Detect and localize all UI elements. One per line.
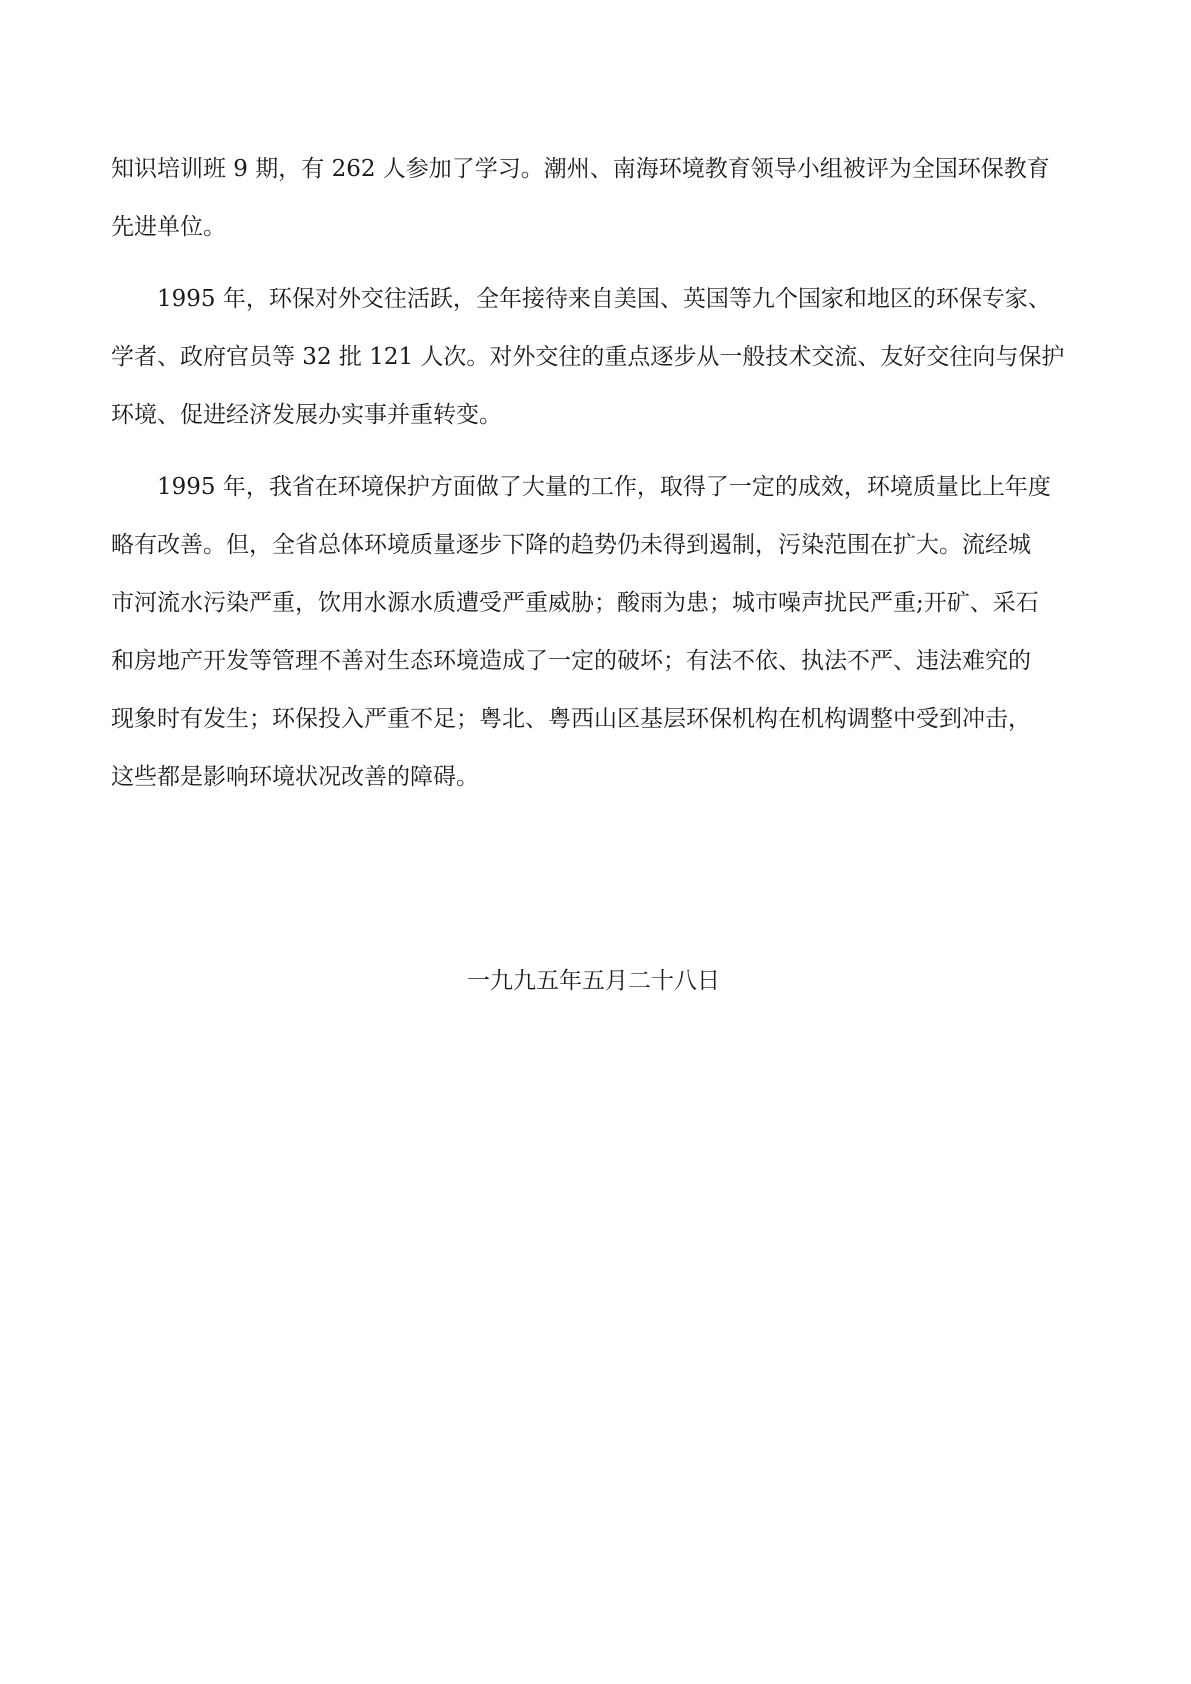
paragraph-gap: [111, 456, 1083, 470]
paragraph-line: 先进单位。: [111, 214, 226, 240]
document-body: [111, 152, 1083, 818]
paragraph-line: 环境、促进经济发展办实事并重转变。: [111, 402, 502, 428]
paragraph-line: 学者、政府官员等 32 批 121 人次。对外交往的重点逐步从一般技术交流、友好交往向与保护: [111, 344, 1065, 370]
paragraph-line: 市河流水污染严重，饮用水源水质遭受严重威胁；酸雨为患；城市噪声扰民严重;开矿、采石: [111, 590, 1039, 616]
document-date-block: [0, 962, 1191, 995]
paragraph-line: 略有改善。但，全省总体环境质量逐步下降的趋势仍未得到遏制，污染范围在扩大。流经城: [111, 532, 1031, 558]
document-date: 一九九五年五月二十八日: [467, 968, 720, 994]
paragraph-line: 和房地产开发等管理不善对生态环境造成了一定的破坏；有法不依、执法不严、违法难究的: [111, 648, 1031, 674]
paragraph-1: [111, 152, 1083, 268]
paragraph-line: 现象时有发生；环保投入严重不足；粤北、粤西山区基层环保机构在机构调整中受到冲击，: [111, 706, 1031, 732]
paragraph-line: 1995 年，我省在环境保护方面做了大量的工作，取得了一定的成效，环境质量比上年度: [157, 474, 1051, 500]
paragraph-gap: [111, 268, 1083, 282]
paragraph-line: 1995 年，环保对外交往活跃，全年接待来自美国、英国等九个国家和地区的环保专家、: [157, 286, 1051, 312]
paragraph-line: 知识培训班 9 期，有 262 人参加了学习。潮州、南海环境教育领导小组被评为全国环保教育: [111, 156, 1050, 182]
paragraph-line: 这些都是影响环境状况改善的障碍。: [111, 764, 479, 790]
paragraph-3: [111, 470, 1083, 818]
paragraph-2: [111, 282, 1083, 456]
